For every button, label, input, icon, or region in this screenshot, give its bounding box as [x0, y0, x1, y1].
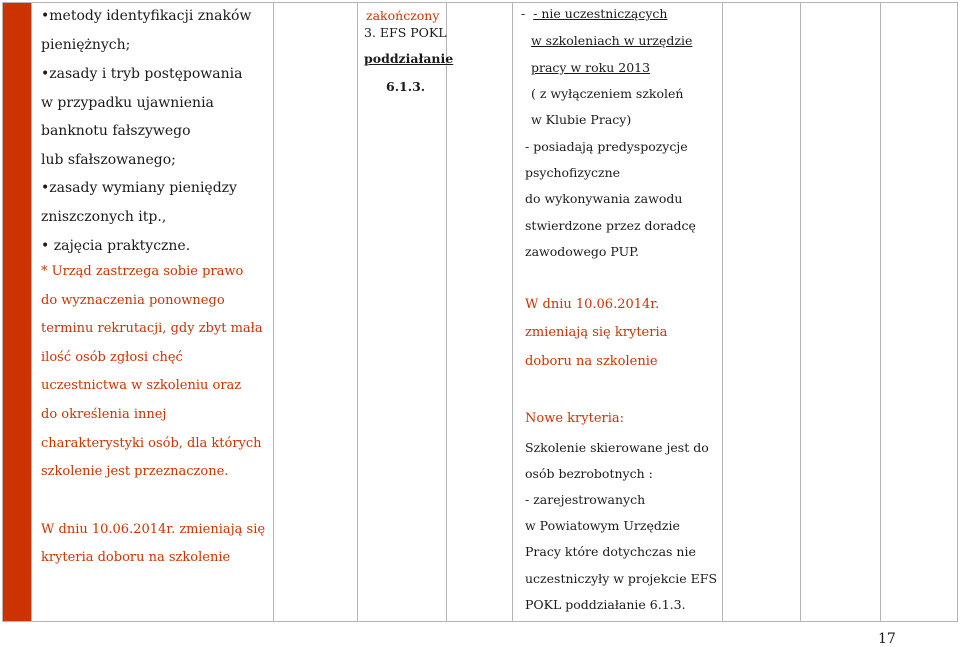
red-side-band: [3, 3, 32, 621]
old-criteria-line: w Klubie Pracy): [531, 112, 632, 127]
course-content-cell: [32, 3, 274, 621]
recruitment-criteria-cell: [513, 3, 723, 621]
new-criteria-line: osób bezrobotnych :: [525, 466, 653, 481]
note-line: uczestnictwa w szkoleniu oraz: [41, 378, 242, 393]
new-criteria-line: - zarejestrowanych: [525, 492, 646, 507]
old-criteria-line: - - nie uczestniczących: [521, 6, 668, 21]
criteria-table: [2, 2, 958, 622]
new-criteria-line: uczestniczyły w projekcie EFS: [525, 571, 718, 586]
old-criteria-line: - posiadają predyspozycje: [525, 139, 688, 154]
criteria-change-line-3: doboru na szkolenie: [525, 354, 658, 369]
old-criteria-line: zawodowego PUP.: [525, 244, 639, 259]
old-criteria-line: ( z wyłączeniem szkoleń: [531, 86, 684, 101]
status-line-3: poddziałanie: [364, 51, 454, 66]
criteria-change-line-1: W dniu 10.06.2014r.: [525, 297, 660, 312]
page-number: 17: [878, 631, 896, 647]
bullet-1-line-2: pieniężnych;: [41, 37, 131, 53]
training-status-cell: [358, 3, 454, 621]
bullet-3-line-1: •zasady wymiany pieniędzy: [41, 180, 237, 196]
old-criteria-line: psychofizyczne: [525, 165, 621, 180]
note-line: szkolenie jest przeznaczone.: [41, 464, 229, 479]
criteria-change-line-2: zmieniają się kryteria: [525, 325, 668, 340]
bullet-4-line-1: • zajęcia praktyczne.: [41, 238, 191, 254]
empty-cell: [447, 3, 513, 621]
note-line: do wyznaczenia ponownego: [41, 293, 225, 308]
status-line-1: zakończony: [366, 8, 440, 23]
empty-cell: [723, 3, 801, 621]
bullet-2-line-3: banknotu fałszywego: [41, 123, 191, 139]
old-criteria-line: do wykonywania zawodu: [525, 191, 683, 206]
new-criteria-line: Szkolenie skierowane jest do: [525, 440, 709, 455]
new-criteria-line: Pracy które dotychczas nie: [525, 544, 696, 559]
criteria-change-line-1: W dniu 10.06.2014r. zmieniają się: [41, 522, 266, 537]
new-criteria-line: w Powiatowym Urzędzie: [525, 518, 680, 533]
note-line: do określenia innej: [41, 407, 167, 422]
new-criteria-line: POKL poddziałanie 6.1.3.: [525, 597, 686, 612]
note-line: terminu rekrutacji, gdy zbyt mała: [41, 321, 263, 336]
empty-cell: [801, 3, 881, 621]
empty-cell: [881, 3, 957, 621]
bullet-2-line-1: •zasady i tryb postępowania: [41, 66, 243, 82]
note-line: ilość osób zgłosi chęć: [41, 350, 183, 365]
new-criteria-heading: Nowe kryteria:: [525, 411, 625, 426]
old-criteria-line: stwierdzone przez doradcę: [525, 218, 696, 233]
empty-cell: [274, 3, 358, 621]
bullet-2-line-2: w przypadku ujawnienia: [41, 95, 214, 111]
bullet-2-line-4: lub sfałszowanego;: [41, 152, 176, 168]
criteria-change-line-2: kryteria doboru na szkolenie: [41, 550, 231, 565]
bullet-3-line-2: zniszczonych itp.,: [41, 209, 167, 225]
status-line-4: 6.1.3.: [386, 79, 426, 94]
note-line: charakterystyki osób, dla których: [41, 436, 262, 451]
old-criteria-line: pracy w roku 2013: [531, 60, 651, 75]
note-line: * Urząd zastrzega sobie prawo: [41, 264, 244, 279]
old-criteria-line: w szkoleniach w urzędzie: [531, 33, 693, 48]
bullet-1-line-1: •metody identyfikacji znaków: [41, 8, 252, 24]
status-line-2: 3. EFS POKL: [364, 25, 447, 40]
